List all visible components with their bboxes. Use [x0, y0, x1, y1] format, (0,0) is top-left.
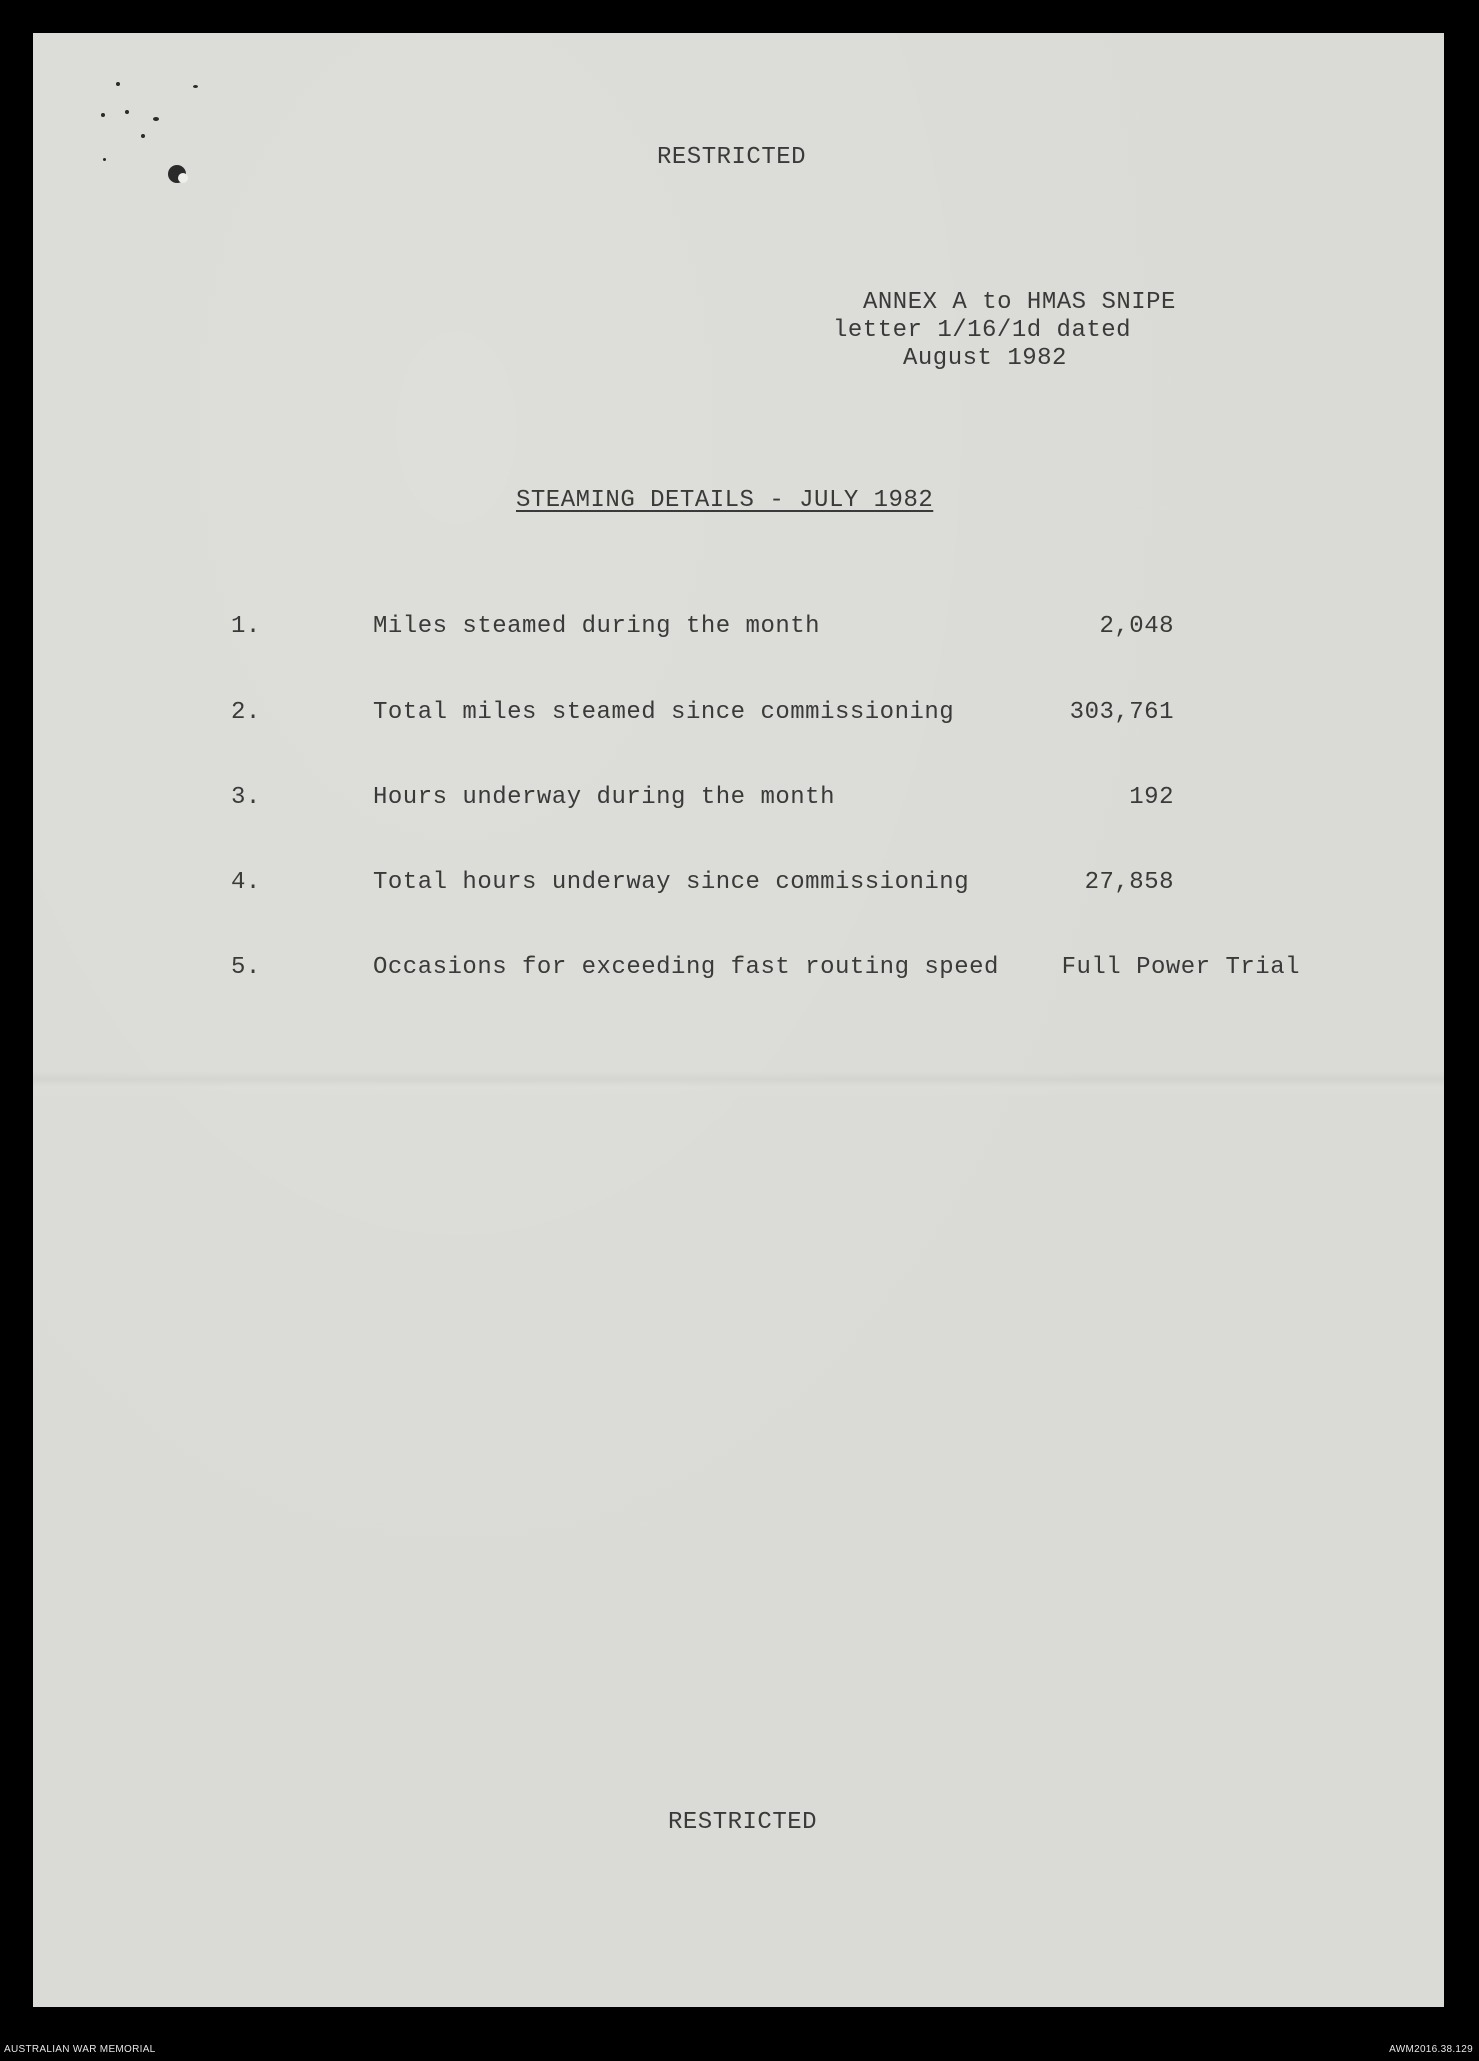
paper-speck	[153, 117, 159, 121]
paper-speck	[101, 113, 105, 117]
item-number: 4.	[231, 869, 261, 896]
document-title: STEAMING DETAILS - JULY 1982	[516, 487, 934, 514]
item-number: 5.	[231, 954, 261, 981]
classification-top: RESTRICTED	[657, 144, 807, 171]
item-value: 2,048	[1099, 613, 1174, 640]
item-value: 303,761	[1069, 699, 1174, 726]
item-number: 2.	[231, 699, 261, 726]
document-sheet	[33, 33, 1444, 2007]
item-label: Total hours underway since commissioning	[373, 869, 970, 896]
paper-speck	[116, 82, 120, 86]
item-number: 1.	[231, 613, 261, 640]
annex-line-3: August 1982	[903, 345, 1067, 372]
footer-credit: AUSTRALIAN WAR MEMORIAL	[4, 2044, 156, 2055]
classification-bottom: RESTRICTED	[668, 1809, 818, 1836]
punch-hole-mark	[178, 173, 188, 183]
paper-speck	[193, 85, 198, 88]
paper-speck	[141, 134, 145, 138]
annex-line-1: ANNEX A to HMAS SNIPE	[863, 289, 1176, 316]
item-label: Miles steamed during the month	[373, 613, 821, 640]
item-label: Total miles steamed since commissioning	[373, 699, 955, 726]
paper-speck	[125, 110, 129, 114]
item-label: Occasions for exceeding fast routing speed	[373, 954, 999, 981]
item-value: 27,858	[1084, 869, 1174, 896]
item-value: 192	[1129, 784, 1174, 811]
footer-accession-number: AWM2016.38.129	[1389, 2044, 1473, 2055]
annex-line-2: letter 1/16/1d dated	[833, 317, 1132, 344]
paper-speck	[103, 158, 106, 161]
annex-reference	[833, 289, 1176, 373]
item-number: 3.	[231, 784, 261, 811]
item-value: Full Power Trial	[1061, 954, 1300, 981]
item-label: Hours underway during the month	[373, 784, 835, 811]
